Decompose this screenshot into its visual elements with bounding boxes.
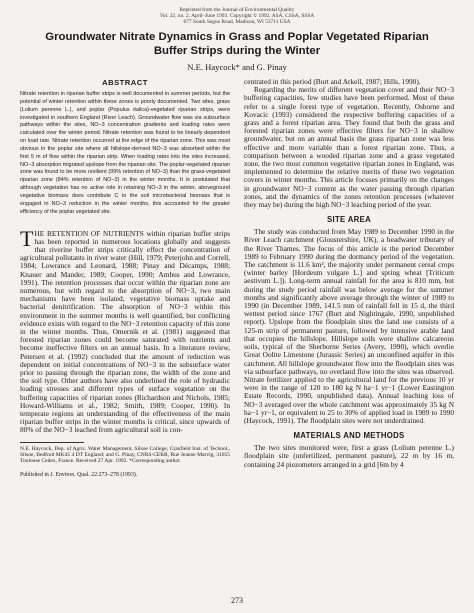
abstract-heading: ABSTRACT bbox=[102, 78, 148, 87]
site-area-heading: SITE AREA bbox=[327, 215, 371, 225]
author-footnote: N.E. Haycock, Dep. of Agric. Water Management, Silsoe College, Cranfield Inst. of Technol., Silsoe, Bedford MK45 4 DT England; and G. Pinay, CNRS-CERR, Rue Jeanne Marvig, 31055 Toulouse Cedex, France. Received 27 Apr. 1992. *Corresponding author. bbox=[20, 445, 230, 465]
reprint-line-1: Reprinted from the Journal of Environmental Quality bbox=[179, 7, 295, 13]
article-authors: N.E. Haycock* and G. Pinay bbox=[187, 62, 287, 72]
publication-info: Published in J. Environ. Qual. 22:273–278 (1993). bbox=[20, 472, 138, 479]
methods-heading: MATERIALS AND METHODS bbox=[293, 431, 405, 441]
reprint-header bbox=[0, 7, 474, 26]
left-column bbox=[20, 78, 230, 479]
intro-continued: centrated in this period (Burt and Arkell, 1987; Hills, 1990). bbox=[244, 77, 421, 86]
abstract-body: Nitrate retention in riparian buffer strips is well documented in summer periods, but the potential of winter retention within these zones is poorly documented. Two sites, grass (Lolium perenne L.), and poplar (Populus italica)-vegetated riparian strips, were investigated in southern England (River Leach). Groundwater flow was via subsurface pathways within the sites, NO−3 concentration gradients and loading rates were calculated over the winter period. Nitrate retention was found to be linearly dependent on load rate. Nitrate retention occurred at the edge of the riparian zone. This was most obvious in the poplar site where all hillslope-derived NO−3 was absorbed within the first 5 m of flow within the riparian strip. When loading rates into the sites increased, NO−3 absorption migrated upslope from the riparian site. The poplar-vegetated riparian zone was found to be more resilient (99% retention of NO−3) than the grass-vegetated riparian zone (84% retention of NO−3) in the winter months. It is postulated that although vegetation has no active role in retaining NO−3 in the winter, aboveground vegetative biomass does contribute C to the soil microbacterial biomass that is engaged in NO−3 reduction in the winter months, this accounted for the greater efficiency of the poplar vegetated site. bbox=[20, 91, 230, 215]
intro-paragraph: THE RETENTION OF NUTRIENTS within riparian buffer strips has been reported in numerous locations globally and suggests that riverine buffer strips critically effect the concentration of agricultural pollutants in river water (Hill, 1979; Peterjohn and Correll, 1984; Lowrance and Leonard, 1988; Pinay and Décamps, 1988; Knauer and Mander, 1989; Cooper, 1990; Ambus and Lowrance, 1991). The retention processes that occur within the riparian zone are numerous, but with regard to the absorption of NO−3, two main mechanisms have been isolated, vegetative biomass uptake and bacterial denitrification. The absorption of NO−3 within this environment in the summer months is well quantified, but conflicting evidence exists with regard to the NO−3 retention capacity of this zone in the winter months. Thus, Omernik et al. (1981) suggested that forested riparian zones could become saturated with nutrients and become ineffective filters on an annual basis. In a literature review, Petersen et al. (1992) concluded that the amount of reduction was dependent on initial concentrations of NO−3 in the subsurface water prior to passing through the riparian zone, the width of the zone and the soil type. Other authors have also underlined the role of hydraulic loading stresses and different types of surface vegetation on the buffering capacities of riparian zones (Richardson and Nichols, 1985; Howard-Williams et al., 1982; Smith, 1989; Cooper, 1990). In temperate regions an understanding of the effectiveness of the main riparian buffer strips in the winter months is critical, since upwards of 80% of the NO−3 leached from agricultural soil is con- bbox=[20, 225, 230, 435]
vegetation-paragraph: Regarding the merits of different vegetation cover and their NO−3 buffering capacities, few studies have been performed. Most of these refer to a single forest type of vegetation. Recently, Osborne and Kovacic (1993) considered the respective buffering capacities of a grass and a forest riparian area. They found that both the grass and forested riparian zones were effective filters for NO−3 in shallow groundwater, but on an annual basis the grass riparian zone was less effective and more variable than a forest riparian zone. Thus, a comparison between a wooded riparian zone and a grass vegetated zone, the two most common vegetative riparian zones in England, was implemented to determine the relative merits of these two vegetation covers in winter months. This article focuses primarily on the changes in groundwater NO−3 content as the water passing through riparian zones, and the dynamics of the zones retention processes (whatever they may be) during the high NO−3 leaching period of the year. bbox=[244, 85, 454, 210]
reprint-line-3: 677 South Segoe Road, Madison, WI 53711 USA bbox=[183, 19, 291, 26]
right-column bbox=[244, 78, 454, 469]
page-number: 273 bbox=[231, 596, 243, 605]
reprint-line-2: Vol. 22, no. 2, April–June 1993. Copyright © 1992, ASA, CSSA, SSSA bbox=[159, 13, 315, 20]
site-area-paragraph: The study was conducted from May 1989 to December 1990 in the River Leach catchment (Gloustershire, UK), a headwater tributary of the River Thames. The focus of this article is the period December 1989 to February 1990 during the dormancy period of the vegetation. The catchment is 11.6 km², the majority under permanent cereal crops (winter barley [Hordeum vulgare L.] and spring wheat [Triticum aestivum L.]). Long-term annual rainfall for the area is 810 mm, but during the study period rainfall was below average for the summer months and significantly above average through the winter of 1989 to 1990 (in December 1989, 141.5 mm of rainfall fell in 15 d, the third wettest period since 1767 (Burt and Nightingale, 1990, unpublished report). Upslope from the floodplain sites the land use consists of a 125-m strip of permanent pasture, followed by intensive arable land that occupies the hillslope. Hillslope soils were shallow calcareous soils, typical of the Sherborne Series (Avery, 1990), which overlie Great Oolite Limestone (Jurassic Series) an unconfined aquifer in this catchment. All hillslope groundwater flow into the floodplain sites was via subsurface pathways, no overland flow into the sites was observed. Nitrate fertilizer applied to the agricultural land for the previous 10 yr were in the range of 120 to 180 kg N ha−1 yr−1 (Lower Eastington Estate Records, 1990, unpublished data). Annual leaching loss of NO−3 averaged over the whole catchment was approximately 35 kg N ha−1 yr−1, or equivalent to 25 to 30% of applied load in 1989 to 1990 (Haycock, 1991). The floodplain sites were not underdrained. bbox=[244, 227, 454, 425]
footnote-rule bbox=[20, 442, 84, 443]
methods-paragraph: The two sites monitored were, first a grass (Lolium perenne L.) floodplain site (unfertilized, permanent pasture), 22 m by 16 m, containing 24 piezometers arranged in a grid [6m by 4 bbox=[244, 443, 454, 469]
article-title: Groundwater Nitrate Dynamics in Grass and Poplar Vegetated Riparian Buffer Strips during the Winter bbox=[45, 31, 429, 57]
